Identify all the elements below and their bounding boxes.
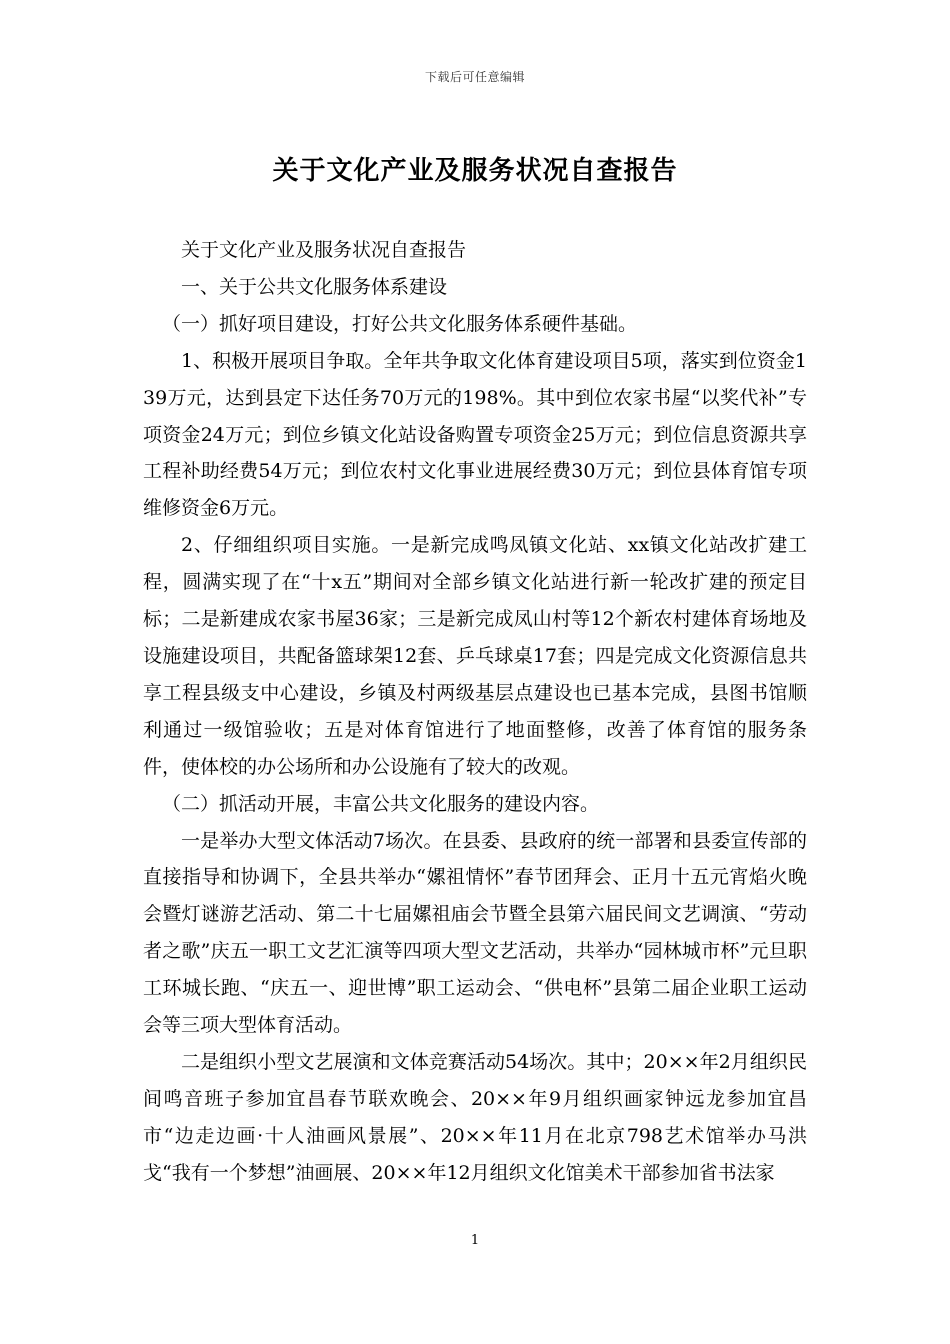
paragraph-subsection-2-heading: （二）抓活动开展，丰富公共文化服务的建设内容。 bbox=[162, 792, 600, 815]
page-number: 1 bbox=[470, 1233, 480, 1248]
paragraph-project-implementation: 2、仔细组织项目实施。一是新完成鸣凤镇文化站、xx镇文化站改扩建工程，圆满实现了在“十x五”期间对全部乡镇文化站进行新一轮改扩建的预定目标；二是新建成农家书屋36家；三是新完成凤山村等12个新农村建体育场地及设施建设项目，共配备篮球架12套、乒乓球桌17套；四是完成文化资源信息共享工程县级支中心建设，乡镇及村两级基层点建设也已基本完成，县图书馆顺利通过一级馆验收；五是对体育馆进行了地面整修，改善了体育馆的服务条件，使体校的办公场所和办公设施有了较大的改观。 bbox=[143, 534, 807, 778]
paragraph-report-heading: 关于文化产业及服务状况自查报告 bbox=[181, 239, 467, 261]
paragraph-project-funding: 1、积极开展项目争取。全年共争取文化体育建设项目5项，落实到位资金139万元，达到县定下达任务70万元的198%。其中到位农家书屋“以奖代补”专项资金24万元；到位乡镇文化站设备购置专项资金25万元；到位信息资源共享工程补助经费54万元；到位农村文化事业进展经费30万元；到位县体育馆专项维修资金6万元。 bbox=[143, 349, 807, 520]
paragraph-section-1-heading: 一、关于公共文化服务体系建设 bbox=[181, 275, 448, 298]
paragraph-small-events: 二是组织小型文艺展演和文体竞赛活动54场次。其中；20××年2月组织民间鸣音班子参加宜昌春节联欢晚会、20××年9月组织画家钟远龙参加宜昌市“边走边画·十人油画风景展”、20××年11月在北京798艺术馆举办马洪戈“我有一个梦想”油画展、20××年12月组织文化馆美术干部参加省书法家 bbox=[143, 1050, 807, 1184]
header-note: 下载后可任意编辑 bbox=[424, 70, 525, 84]
paragraph-large-events: 一是举办大型文体活动7场次。在县委、县政府的统一部署和县委宣传部的直接指导和协调下，全县共举办“嫘祖情怀”春节团拜会、正月十五元宵焰火晚会暨灯谜游艺活动、第二十七届嫘祖庙会节暨全县第六届民间文艺调演、“劳动者之歌”庆五一职工文艺汇演等四项大型文艺活动，共举办“园林城市杯”元旦职工环城长跑、“庆五一、迎世博”职工运动会、“供电杯”县第二届企业职工运动会等三项大型体育活动。 bbox=[143, 829, 807, 1037]
document-body bbox=[143, 232, 807, 1192]
paragraph-subsection-1-heading: （一）抓好项目建设，打好公共文化服务体系硬件基础。 bbox=[162, 312, 638, 335]
document-title: 关于文化产业及服务状况自查报告 bbox=[272, 156, 678, 186]
